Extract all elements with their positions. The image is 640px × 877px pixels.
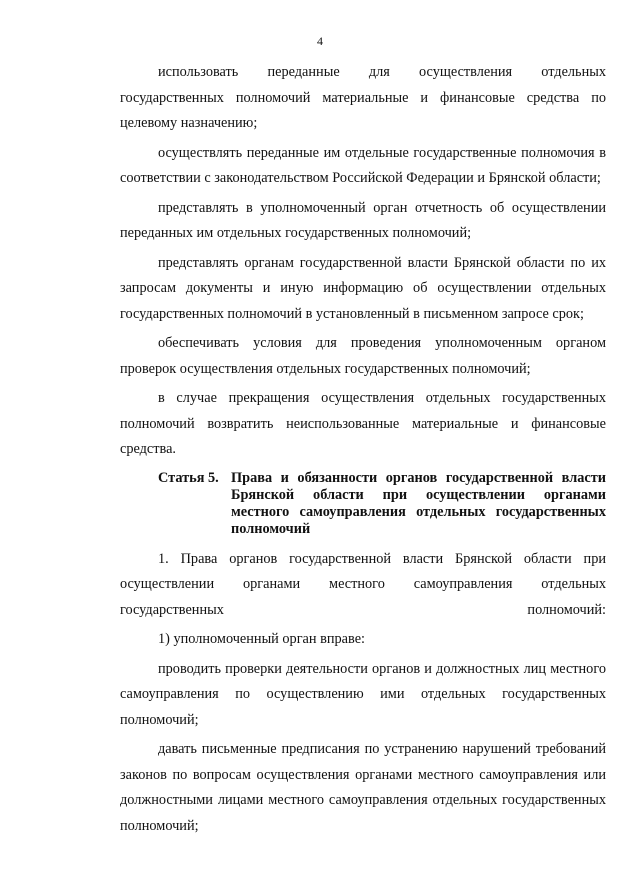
paragraph: обеспечивать условия для проведения уполномоченным органом проверок осуществления отдельных государственных полномочий; (120, 335, 606, 377)
paragraph: осуществлять переданные им отдельные государственные полномочия в соответствии с законодательством Российской Федерации и Брянской области; (120, 144, 606, 186)
paragraph: в случае прекращения осуществления отдельных государственных полномочий возвратить неиспользованные материальные и финансовые средства. (120, 390, 606, 457)
paragraph: представлять органам государственной власти Брянской области по их запросам документы и иную информацию об осуществлении отдельных государственных полномочий в установленный в письменном запросе срок; (120, 254, 606, 322)
document-body (120, 60, 606, 839)
page-number: 4 (317, 34, 323, 48)
paragraph: 1. Права органов государственной власти Брянской области при осуществлении органами местного самоуправления отдельных государственных полномочий: (120, 550, 606, 618)
paragraph: проводить проверки деятельности органов и должностных лиц местного самоуправления по осуществлению ими отдельных государственных полномочий; (120, 660, 606, 728)
article-title: Права и обязанности органов государственной власти Брянской области при осуществлении органами местного самоуправления отдельных государственных полномочий (231, 469, 606, 537)
article-number: Статья 5. (158, 469, 219, 486)
article-heading (120, 470, 606, 538)
paragraph: давать письменные предписания по устранению нарушений требований законов по вопросам осуществления органами местного самоуправления или должностными лицами местного самоуправления отдельных государственных полномочий; (120, 741, 606, 834)
paragraph: 1) уполномоченный орган вправе: (158, 631, 366, 647)
paragraph: использовать переданные для осуществления отдельных государственных полномочий материальные и финансовые средства по целевому назначению; (120, 64, 606, 131)
paragraph: представлять в уполномоченный орган отчетность об осуществлении переданных им отдельных государственных полномочий; (120, 199, 606, 241)
